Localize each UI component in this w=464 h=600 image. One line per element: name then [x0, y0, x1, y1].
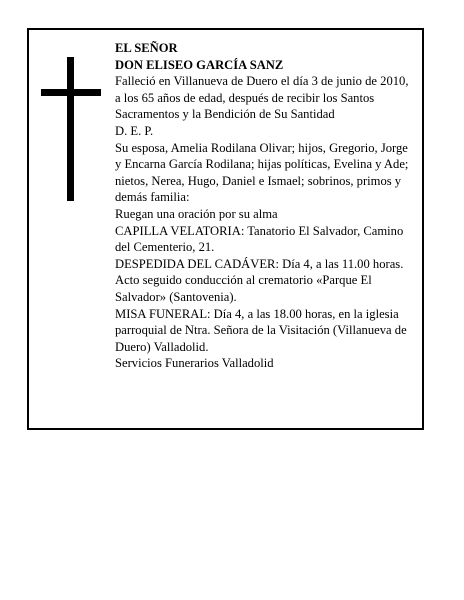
obituary-text: [115, 40, 411, 372]
death-announcement: Falleció en Villanueva de Duero el día 3 de junio de 2010, a los 65 años de edad, después de recibir los Santos Sacramentos y la Bendición de Su Santidad: [115, 74, 409, 122]
title-line-1: EL SEÑOR: [115, 41, 178, 55]
funeral-services: Servicios Funerarios Valladolid: [115, 356, 274, 371]
farewell-info: DESPEDIDA DEL CADÁVER: Día 4, a las 11.00 horas. Acto seguido conducción al crematorio «Parque El Salvador» (Santovenia).: [115, 256, 404, 304]
funeral-mass-info: MISA FUNERAL: Día 4, a las 18.00 horas, en la iglesia parroquial de Ntra. Señora de la Visitación (Villanueva de Duero) Valladolid.: [115, 306, 407, 354]
cross-horizontal-bar: [41, 89, 101, 96]
cross-icon: [41, 57, 101, 201]
cross-vertical-bar: [67, 57, 74, 201]
family-list: Su esposa, Amelia Rodilana Olivar; hijos, Gregorio, Jorge y Encarna García Rodilana; hijas políticas, Evelina y Ade; nietos, Nerea, Hugo, Daniel e Ismael; sobrinos, primos y demás familia:: [115, 140, 409, 205]
title-line-2: DON ELISEO GARCÍA SANZ: [115, 57, 284, 72]
rip-text: D. E. P.: [115, 123, 154, 138]
prayer-request: Ruegan una oración por su alma: [115, 206, 278, 221]
chapel-info: CAPILLA VELATORIA: Tanatorio El Salvador, Camino del Cementerio, 21.: [115, 223, 404, 255]
obituary-notice: [27, 28, 424, 430]
